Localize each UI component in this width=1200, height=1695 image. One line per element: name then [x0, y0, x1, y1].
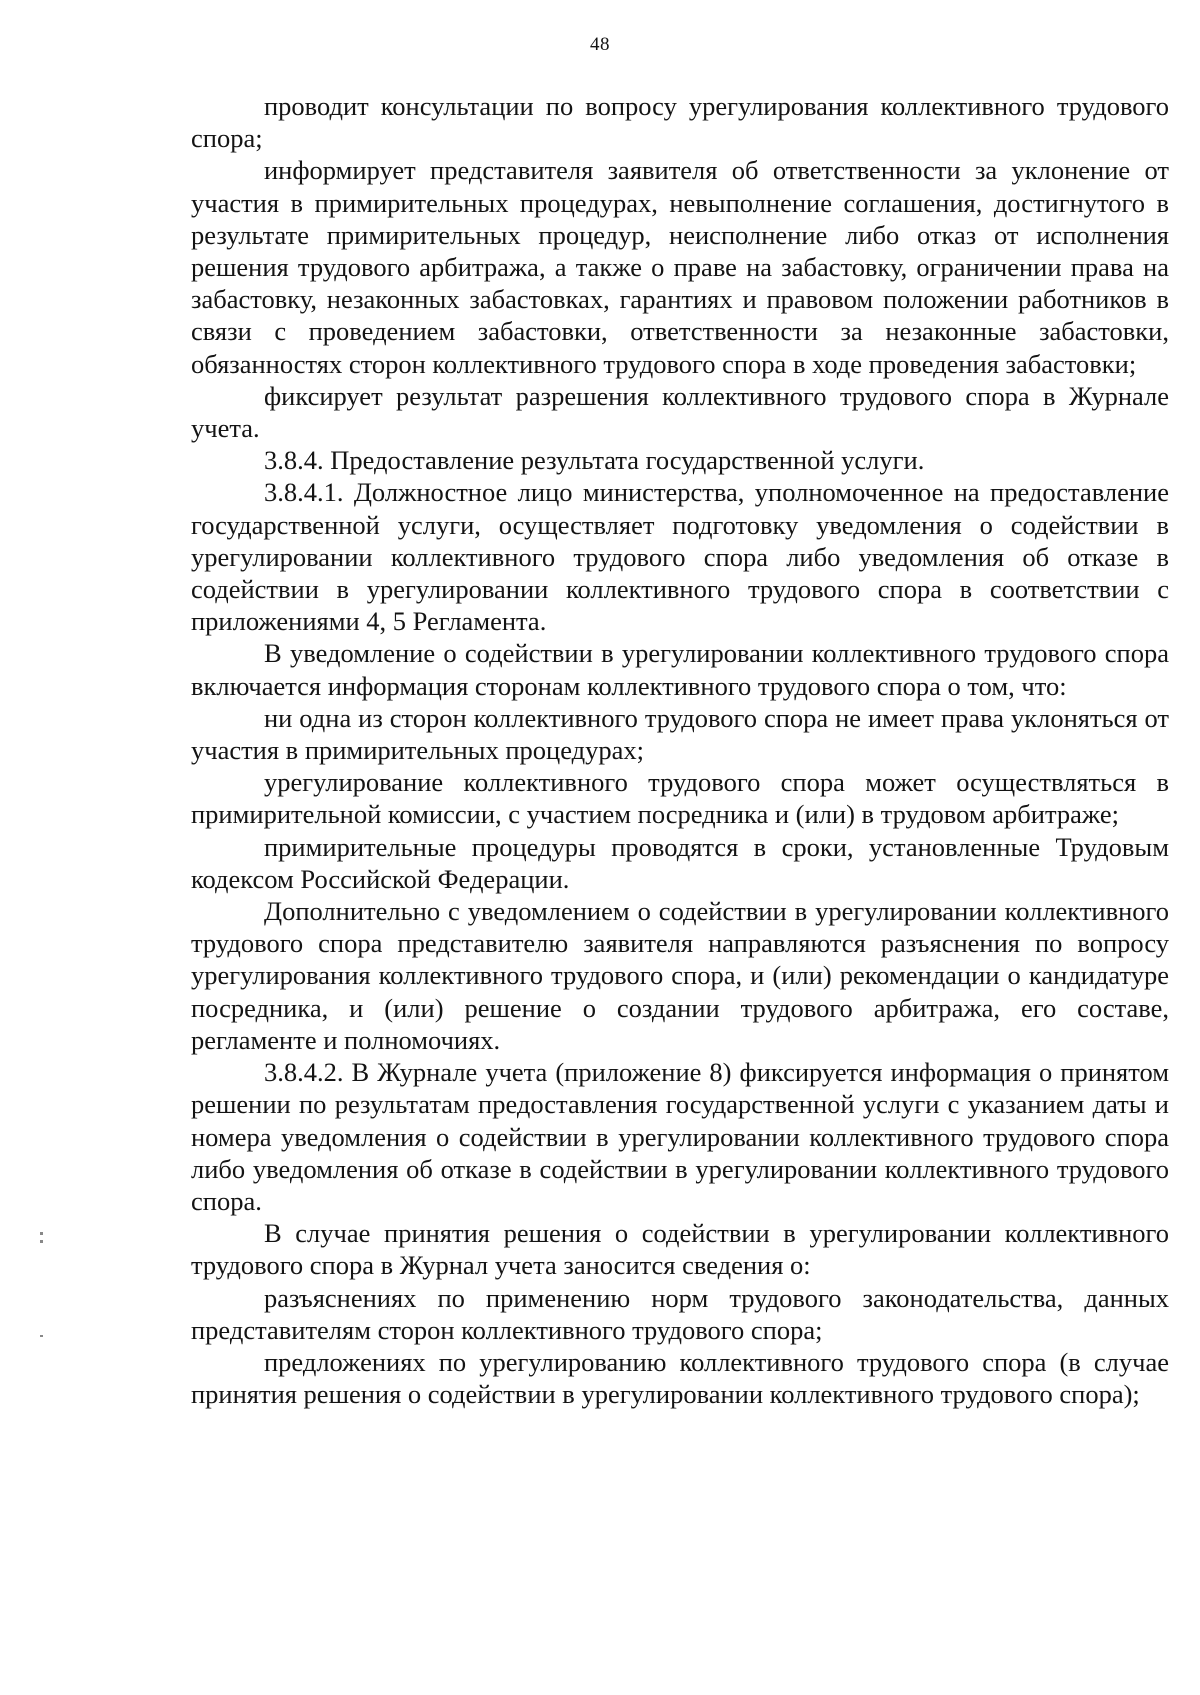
margin-mark	[40, 1232, 43, 1235]
paragraph: Дополнительно с уведомлением о содействии в урегулировании коллективного трудового спора представителю заявителя направляются разъяснения по вопросу урегулирования коллективного трудового спора, и (или) рекомендации о кандидатуре посредника, и (или) решение о создании трудового арбитража, его составе, регламенте и полномочиях.	[191, 896, 1169, 1055]
paragraph: информирует представителя заявителя об ответственности за уклонение от участия в примирительных процедурах, невыполнение соглашения, достигнутого в результате примирительных процедур, неисполнение либо отказ от исполнения решения трудового арбитража, а также о праве на забастовку, ограничении права на забастовку, незаконных забастовках, гарантиях и правовом положении работников в связи с проведением забастовки, ответственности за незаконные забастовки, обязанностях сторон коллективного трудового спора в ходе проведения забастовки;	[191, 155, 1169, 379]
paragraph: урегулирование коллективного трудового спора может осуществляться в примирительной комиссии, с участием посредника и (или) в трудовом арбитраже;	[191, 767, 1169, 830]
paragraph: разъяснениях по применению норм трудового законодательства, данных представителям сторон коллективного трудового спора;	[191, 1282, 1169, 1345]
paragraph: 3.8.4.2. В Журнале учета (приложение 8) фиксируется информация о принятом решении по результатам предоставления государственной услуги с указанием даты и номера уведомления о содействии в урегулировании коллективного трудового спора либо уведомления об отказе в содействии в урегулировании коллективного трудового спора.	[191, 1057, 1169, 1216]
paragraph: В случае принятия решения о содействии в урегулировании коллективного трудового спора в Журнал учета заносится сведения о:	[191, 1218, 1169, 1281]
paragraph: примирительные процедуры проводятся в сроки, установленные Трудовым кодексом Российской Федерации.	[191, 831, 1169, 894]
section-heading: 3.8.4. Предоставление результата государственной услуги.	[264, 445, 925, 476]
paragraph: В уведомление о содействии в урегулировании коллективного трудового спора включается информация сторонам коллективного трудового спора о том, что:	[191, 638, 1169, 701]
paragraph: фиксирует результат разрешения коллективного трудового спора в Журнале учета.	[191, 380, 1169, 444]
margin-mark	[40, 1335, 43, 1337]
text-body	[191, 90, 1169, 1410]
paragraph: 3.8.4.1. Должностное лицо министерства, уполномоченное на предоставление государственной услуги, осуществляет подготовку уведомления о содействии в урегулировании коллективного трудового спора либо уведомления об отказе в содействии в урегулировании коллективного трудового спора в соответствии с приложениями 4, 5 Регламента.	[191, 477, 1169, 637]
paragraph: проводит консультации по вопросу урегулирования коллективного трудового спора;	[191, 91, 1169, 154]
page-number: 48	[590, 34, 610, 55]
paragraph: ни одна из сторон коллективного трудового спора не имеет права уклоняться от участия в примирительных процедурах;	[191, 702, 1169, 766]
margin-mark	[40, 1240, 43, 1243]
paragraph: предложениях по урегулированию коллективного трудового спора (в случае принятия решения о содействии в урегулировании коллективного трудового спора);	[191, 1346, 1169, 1410]
